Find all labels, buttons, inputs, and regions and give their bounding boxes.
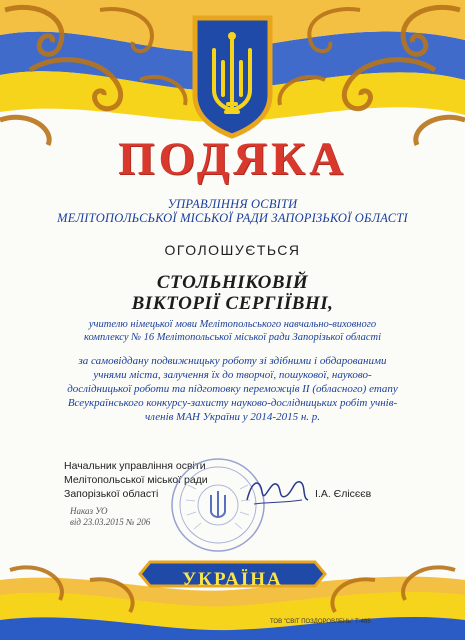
reason-line-3: дослідницької роботи та підготовку переможців ІІ (обласного) етапу [67, 383, 398, 395]
reason-line-1: за самовіддану подвижницьку роботу зі здібними і обдарованими [78, 355, 387, 367]
reason-line-4: Всеукраїнського конкурсу-захисту науково-дослідницьких робіт учнів- [67, 397, 398, 409]
printer-mark: ТОВ "СВІТ ПОЗДОРОВЛЕНЬ" Т-485 [270, 619, 371, 625]
announce-heading: ОГОЛОШУЄТЬСЯ [164, 242, 301, 258]
order-label: Наказ УО [70, 506, 108, 516]
issuer-council: МЕЛІТОПОЛЬСЬКОЇ МІСЬКОЇ РАДИ ЗАПОРІЗЬКОЇ ОБЛАСТІ [57, 211, 408, 225]
recipient-surname: СТОЛЬНІКОВІЙ [156, 272, 309, 293]
issuer-department: УПРАВЛІННЯ ОСВІТИ [167, 197, 298, 211]
ukraine-ribbon-text: УКРАЇНА [182, 569, 283, 590]
signatory-title-line-3: Запорізької області [64, 488, 159, 500]
signatory-title-line-2: Мелітопольської міської ради [64, 474, 208, 486]
recipient-position-line-2: комплексу № 16 Мелітопольської міської ради Запорізької області [83, 332, 382, 343]
handwritten-signature [242, 470, 312, 510]
reason-line-2: учнями міста, залучення їх до творчої, пошукової, науково- [93, 369, 372, 381]
reason-line-5: членів МАН України у 2014-2015 н. р. [144, 411, 321, 423]
certificate-title: ПОДЯКА [117, 133, 348, 185]
recipient-given-names: ВІКТОРІЇ СЕРГІЇВНІ, [131, 293, 334, 314]
signatory-name: І.А. Єлісєєв [315, 488, 372, 500]
recipient-position-line-1: учителю німецької мови Мелітопольського навчально-виховного [88, 319, 377, 330]
signatory-title-line-1: Начальник управління освіти [64, 460, 206, 472]
top-ornament-decoration [0, 0, 465, 150]
order-number-date: від 23.03.2015 № 206 [70, 517, 151, 527]
trident-emblem-icon [195, 18, 270, 136]
